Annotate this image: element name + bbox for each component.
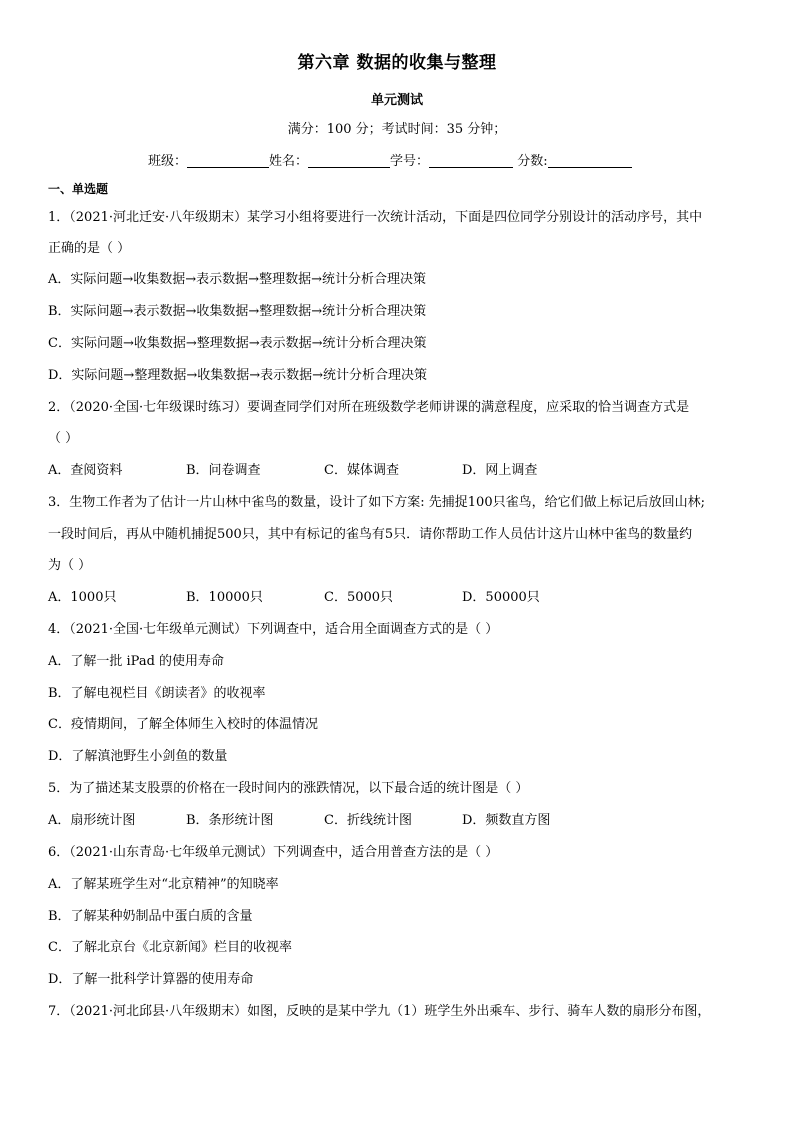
- question-5-option-c: C．折线统计图: [324, 813, 412, 828]
- question-3-option-a: A．1000只: [48, 590, 117, 605]
- question-2-option-a: A．查阅资料: [48, 463, 123, 478]
- document-subtitle: 单元测试: [370, 93, 423, 108]
- question-1-option-d: D．实际问题→整理数据→收集数据→表示数据→统计分析合理决策: [48, 368, 427, 383]
- name-blank[interactable]: [308, 153, 390, 168]
- question-2-line-2: （ ）: [48, 431, 79, 446]
- question-6-option-c: C．了解北京台《北京新闻》栏目的收视率: [48, 940, 292, 955]
- question-6-line-1: 6．（2021·山东青岛·七年级单元测试）下列调查中，适合用普查方法的是（ ）: [48, 845, 499, 860]
- document-title: 第六章 数据的收集与整理: [297, 53, 497, 73]
- question-3-line-2: 一段时间后，再从中随机捕捉500只，其中有标记的雀鸟有5只．请你帮助工作人员估计这片山林中雀鸟的数量约: [48, 527, 693, 542]
- question-6-option-d: D．了解一批科学计算器的使用寿命: [48, 972, 254, 987]
- student-fields: [148, 150, 668, 169]
- question-1-line-1: 1．（2021·河北迁安·八年级期末）某学习小组将要进行一次统计活动，下面是四位同学分别设计的活动序号，其中: [48, 210, 703, 225]
- question-4-option-a: A．了解一批 iPad 的使用寿命: [48, 654, 225, 669]
- question-5-option-b: B．条形统计图: [186, 813, 274, 828]
- question-4-option-c: C．疫情期间，了解全体师生入校时的体温情况: [48, 717, 318, 732]
- question-1-option-b: B．实际问题→表示数据→收集数据→整理数据→统计分析合理决策: [48, 304, 427, 319]
- question-3-option-c: C．5000只: [324, 590, 394, 605]
- score-label: 分数:: [517, 154, 548, 169]
- question-4-option-b: B．了解电视栏目《朗读者》的收视率: [48, 686, 266, 701]
- exam-info: 满分：100 分；考试时间：35 分钟；: [287, 122, 507, 137]
- question-3-line-3: 为（ ）: [48, 558, 92, 573]
- question-3-option-d: D．50000只: [462, 590, 540, 605]
- question-4-option-d: D．了解滇池野生小剑鱼的数量: [48, 749, 228, 764]
- question-1-option-c: C．实际问题→收集数据→整理数据→表示数据→统计分析合理决策: [48, 336, 427, 351]
- id-blank[interactable]: [429, 153, 513, 168]
- question-5-option-d: D．频数直方图: [462, 813, 551, 828]
- question-2-option-b: B．问卷调查: [186, 463, 261, 478]
- question-5-line-1: 5．为了描述某支股票的价格在一段时间内的涨跌情况，以下最合适的统计图是（ ）: [48, 781, 529, 796]
- question-6-option-b: B．了解某种奶制品中蛋白质的含量: [48, 909, 253, 924]
- class-label: 班级：: [148, 154, 188, 169]
- question-3-option-b: B．10000只: [186, 590, 263, 605]
- id-label: 学号：: [390, 154, 430, 169]
- question-7-line-1: 7．（2021·河北邱县·八年级期末）如图，反映的是某中学九（1）班学生外出乘车、步行、骑车人数的扇形分布图，: [48, 1004, 711, 1019]
- question-2-line-1: 2．（2020·全国·七年级课时练习）要调查同学们对所在班级数学老师讲课的满意程度，应采取的恰当调查方式是: [48, 400, 690, 415]
- section-heading: 一、单选题: [48, 182, 109, 196]
- question-6-option-a: A．了解某班学生对“北京精神”的知晓率: [48, 877, 279, 892]
- class-blank[interactable]: [187, 153, 269, 168]
- name-label: 姓名：: [269, 154, 309, 169]
- question-1-option-a: A．实际问题→收集数据→表示数据→整理数据→统计分析合理决策: [48, 272, 426, 287]
- question-5-option-a: A．扇形统计图: [48, 813, 136, 828]
- question-2-option-c: C．媒体调查: [324, 463, 399, 478]
- score-blank[interactable]: [548, 153, 632, 168]
- question-1-line-2: 正确的是（ ）: [48, 241, 131, 256]
- question-4-line-1: 4．（2021·全国·七年级单元测试）下列调查中，适合用全面调查方式的是（ ）: [48, 622, 499, 637]
- question-2-option-d: D．网上调查: [462, 463, 538, 478]
- question-3-line-1: 3．生物工作者为了估计一片山林中雀鸟的数量，设计了如下方案: 先捕捉100只雀鸟，给它们做上标记后放回山林;: [48, 495, 705, 510]
